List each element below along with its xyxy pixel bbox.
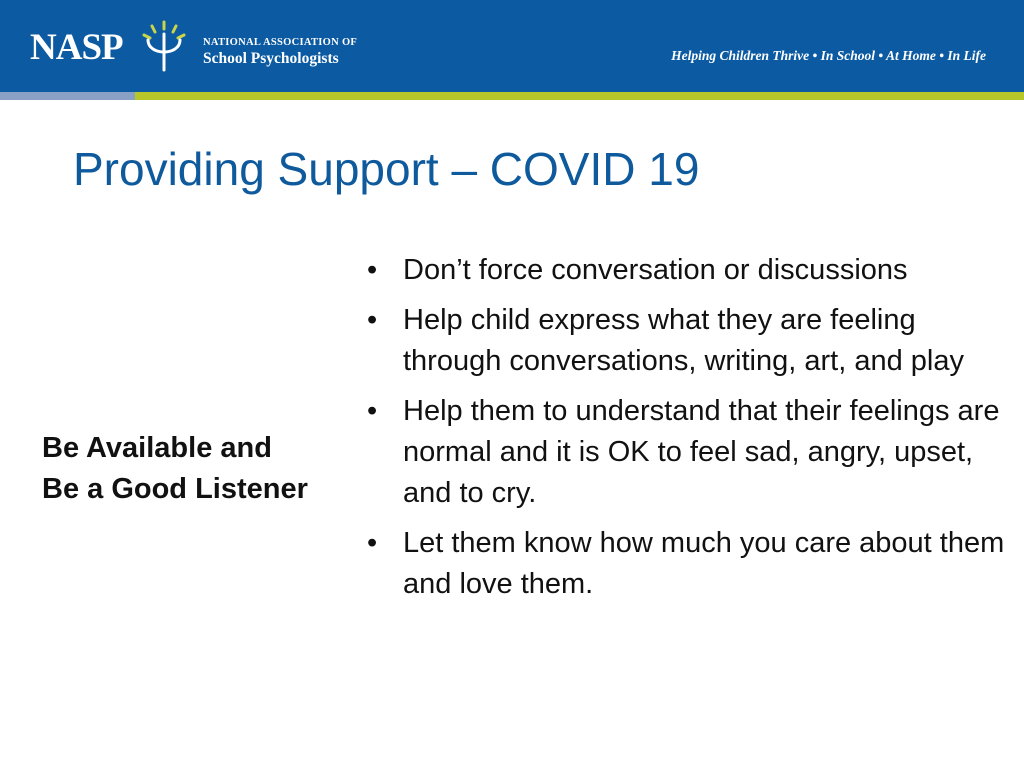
bullet-text: Let them know how much you care about them and love them.	[403, 527, 1005, 600]
bullet-dot: •	[367, 527, 378, 559]
header-stripe-blue	[0, 92, 135, 100]
bullet-text: Help child express what they are feeling through conversations, writing, art, and play	[403, 304, 964, 377]
bullet-dot: •	[367, 254, 378, 286]
side-heading-line1: Be Available and	[42, 432, 272, 464]
side-heading-line2: Be a Good Listener	[42, 473, 308, 505]
bullet-item	[366, 391, 1006, 514]
psi-logo-icon	[136, 18, 192, 74]
bullet-item	[366, 250, 1006, 291]
org-name-line1: NATIONAL ASSOCIATION OF	[203, 37, 358, 48]
bullet-text: Help them to understand that their feelings are normal and it is OK to feel sad, angry, upset, and to cry.	[403, 395, 1000, 509]
bullet-item	[366, 300, 1006, 382]
header-band	[0, 0, 1024, 92]
header-stripe-green	[135, 92, 1024, 100]
bullet-list	[366, 250, 1006, 614]
bullet-dot: •	[367, 304, 378, 336]
bullet-text: Don’t force conversation or discussions	[403, 254, 908, 286]
header-tagline: Helping Children Thrive • In School • At Home • In Life	[671, 48, 986, 63]
side-heading	[42, 428, 362, 510]
bullet-dot: •	[367, 395, 378, 427]
slide-title: Providing Support – COVID 19	[73, 143, 700, 195]
nasp-logo-text: NASP	[30, 27, 123, 68]
bullet-item	[366, 523, 1006, 605]
org-name-line2: School Psychologists	[203, 50, 339, 67]
